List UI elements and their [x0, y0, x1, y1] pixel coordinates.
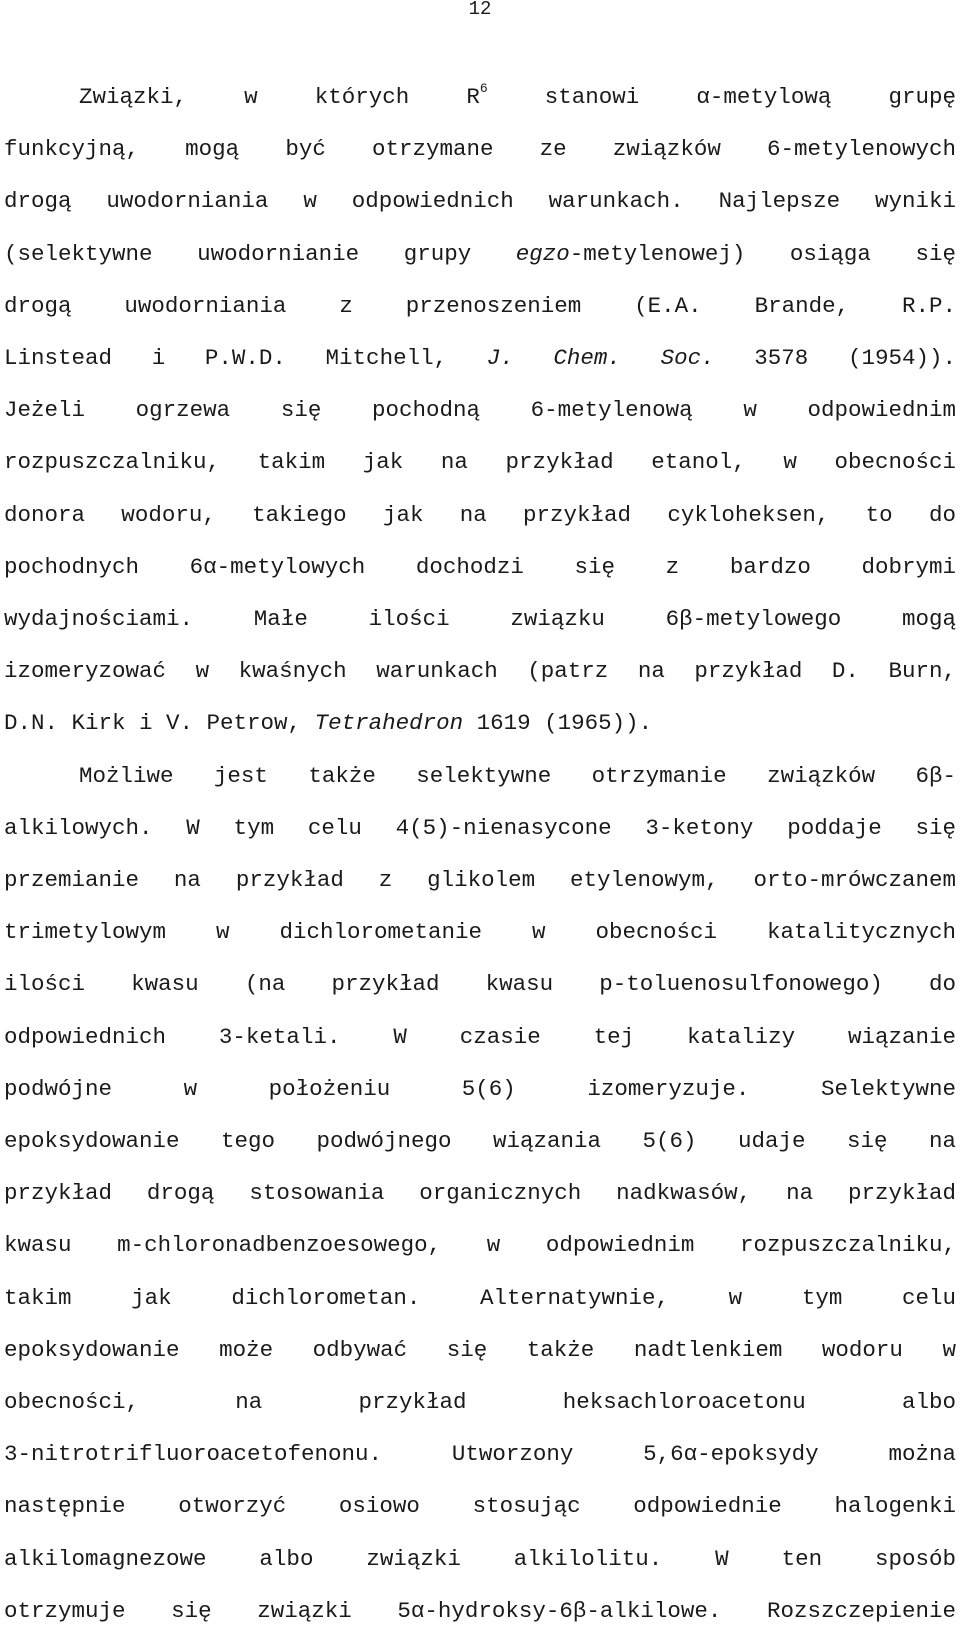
text-line: rozpuszczalniku, takim jak na przykład etanol, w obecności	[4, 449, 956, 476]
text-line: odpowiednich 3-ketali. W czasie tej katalizy wiązanie	[4, 1023, 956, 1050]
text-line: podwójne w położeniu 5(6) izomeryzuje. Selektywne	[4, 1075, 956, 1102]
text-line: kwasu m-chloronadbenzoesowego, w odpowiednim rozpuszczalniku,	[4, 1232, 956, 1259]
text-line: donora wodoru, takiego jak na przykład cykloheksen, to do	[4, 501, 956, 528]
text-line: otrzymuje się związki 5α-hydroksy-6β-alkilowe. Rozszczepienie	[4, 1597, 956, 1624]
text-segment: Linstead i P.W.D. Mitchell,	[4, 345, 487, 372]
italic-term: egzo	[515, 240, 570, 267]
paragraph-2	[4, 750, 956, 1637]
text-line: przykład drogą stosowania organicznych nadkwasów, na przykład	[4, 1180, 956, 1207]
text-line: drogą uwodorniania w odpowiednich warunkach. Najlepsze wyniki	[4, 188, 956, 215]
italic-citation: Tetrahedron	[314, 710, 464, 737]
italic-citation: J. Chem. Soc.	[486, 345, 715, 372]
text-segment: stanowi α-metylową grupę	[487, 84, 957, 110]
text-segment: -metylenowej) osiąga się	[569, 240, 956, 267]
text-line: 3-nitrotrifluoroacetofenonu. Utworzony 5,6α-epoksydy można	[4, 1441, 956, 1468]
text-line: alkilomagnezowe albo związki alkilolitu. W ten sposób	[4, 1545, 956, 1572]
paragraph-1	[4, 71, 956, 750]
text-line: Możliwe jest także selektywne otrzymanie związków 6β-	[79, 762, 956, 789]
text-line: epoksydowanie może odbywać się także nadtlenkiem wodoru w	[4, 1336, 956, 1363]
text-line	[4, 332, 956, 384]
text-line	[4, 228, 956, 280]
page-number: 12	[468, 0, 492, 20]
text-line: takim jak dichlorometan. Alternatywnie, w tym celu	[4, 1284, 956, 1311]
text-segment: (selektywne uwodornianie grupy	[4, 240, 516, 267]
text-line: drogą uwodorniania z przenoszeniem (E.A. Brande, R.P.	[4, 292, 956, 319]
text-segment: D.N. Kirk i V. Petrow,	[4, 710, 315, 737]
text-segment: 1619 (1965)).	[463, 710, 653, 737]
text-segment: Związki, w których R	[79, 84, 480, 110]
text-line: pochodnych 6α-metylowych dochodzi się z bardzo dobrymi	[4, 553, 956, 580]
body-text	[4, 71, 956, 1637]
text-line: przemianie na przykład z glikolem etylenowym, orto-mrówczanem	[4, 867, 956, 894]
text-line: izomeryzować w kwaśnych warunkach (patrz na przykład D. Burn,	[4, 658, 956, 685]
text-line	[4, 697, 956, 749]
text-line: ilości kwasu (na przykład kwasu p-toluenosulfonowego) do	[4, 971, 956, 998]
text-segment: 3578 (1954)).	[714, 345, 956, 372]
text-line: funkcyjną, mogą być otrzymane ze związków 6-metylenowych	[4, 136, 956, 163]
superscript: 6	[479, 80, 488, 96]
text-line: Jeżeli ogrzewa się pochodną 6-metylenową w odpowiednim	[4, 397, 956, 424]
text-line: trimetylowym w dichlorometanie w obecności katalitycznych	[4, 919, 956, 946]
text-line: obecności, na przykład heksachloroacetonu albo	[4, 1389, 956, 1416]
text-line: następnie otworzyć osiowo stosując odpowiednie halogenki	[4, 1493, 956, 1520]
text-line	[4, 71, 956, 123]
text-line: wydajnościami. Małe ilości związku 6β-metylowego mogą	[4, 606, 956, 633]
text-line: epoksydowanie tego podwójnego wiązania 5(6) udaje się na	[4, 1128, 956, 1155]
text-line: alkilowych. W tym celu 4(5)-nienasycone 3-ketony poddaje się	[4, 814, 956, 841]
